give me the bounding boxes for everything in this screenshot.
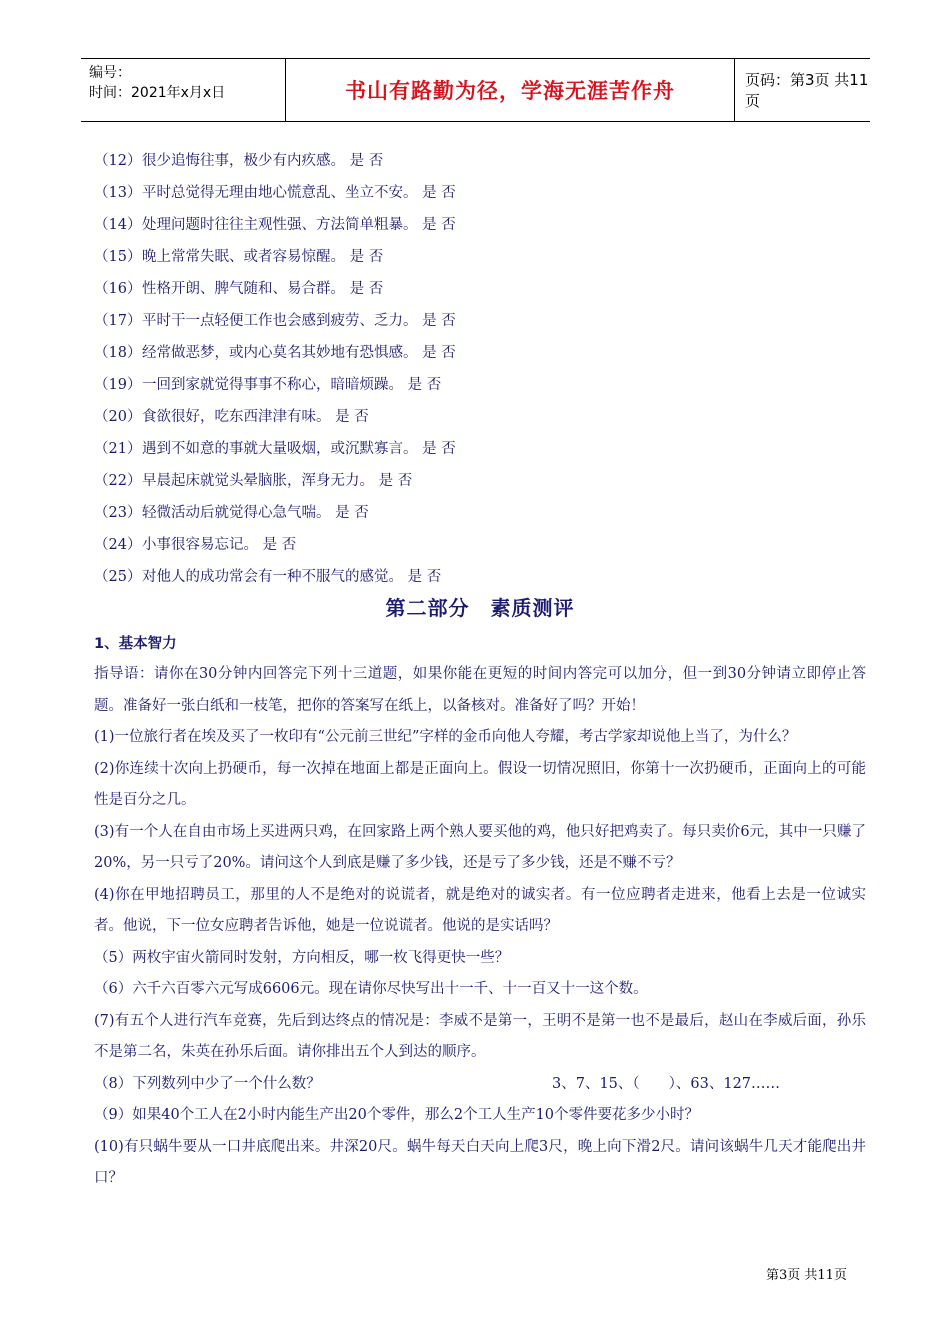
list-item bbox=[94, 433, 866, 465]
question-number: （25） bbox=[94, 569, 142, 585]
question-paragraph: （5）两枚宇宙火箭同时发射，方向相反，哪一枚飞得更快一些？ bbox=[94, 949, 510, 966]
question-text: 平时总觉得无理由地心慌意乱、坐立不安。 是 否 bbox=[142, 185, 456, 201]
question-number: （15） bbox=[94, 249, 142, 265]
question-paragraph: (4)你在甲地招聘员工，那里的人不是绝对的说谎者，就是绝对的诚实者。有一位应聘者走进来，他看上去是一位诚实者。他说，下一位女应聘者告诉他，她是一位说谎者。他说的是实话吗？ bbox=[94, 886, 866, 934]
question-number: （20） bbox=[94, 409, 142, 425]
header-page-info: 页码：第3页 共11页 bbox=[745, 71, 869, 110]
list-item bbox=[94, 145, 866, 177]
instructions-paragraph: 指导语：请你在30分钟内回答完下列十三道题，如果你能在更短的时间内答完可以加分，但一到30分钟请立即停止答题。准备好一张白纸和一枝笔，把你的答案写在纸上，以备核对。准备好了吗？开始！ bbox=[94, 666, 866, 714]
list-item bbox=[94, 209, 866, 241]
document-body bbox=[94, 145, 866, 1195]
question-text: 很少追悔往事，极少有内疚感。 是 否 bbox=[142, 153, 384, 169]
question-number: （22） bbox=[94, 473, 142, 489]
list-item bbox=[94, 305, 866, 337]
page-footer: 第3页 共11页 bbox=[766, 1268, 847, 1283]
question-text: （8）下列数列中少了一个什么数？ bbox=[94, 1075, 321, 1092]
question-number: （24） bbox=[94, 537, 142, 553]
question-text: 一回到家就觉得事事不称心，暗暗烦躁。 是 否 bbox=[142, 377, 442, 393]
list-item bbox=[94, 465, 866, 497]
list-item bbox=[94, 337, 866, 369]
question-text: 小事很容易忘记。 是 否 bbox=[142, 537, 297, 553]
list-item bbox=[94, 177, 866, 209]
list-item bbox=[94, 241, 866, 273]
question-number: （14） bbox=[94, 217, 142, 233]
list-item bbox=[94, 497, 866, 529]
question-list bbox=[94, 145, 866, 593]
question-paragraph: (3)有一个人在自由市场上买进两只鸡，在回家路上两个熟人要买他的鸡，他只好把鸡卖了。每只卖价6元，其中一只赚了20%，另一只亏了20%。请问这个人到底是赚了多少钱，还是亏了多少钱，还是不赚不亏？ bbox=[94, 823, 866, 871]
section-title: 第二部分 素质测评 bbox=[385, 596, 575, 620]
question-paragraph: (2)你连续十次向上扔硬币，每一次掉在地面上都是正面向上。假设一切情况照旧，你第十一次扔硬币，正面向上的可能性是百分之几。 bbox=[94, 760, 866, 808]
question-paragraph: (10)有只蜗牛要从一口井底爬出来。井深20尺。蜗牛每天白天向上爬3尺，晚上向下滑2尺。请问该蜗牛几天才能爬出井口？ bbox=[94, 1138, 866, 1186]
question-paragraph: （6）六千六百零六元写成6606元。现在请你尽快写出十一千、十一百又十一这个数。 bbox=[94, 981, 648, 997]
question-number: （23） bbox=[94, 505, 142, 521]
header-meta bbox=[81, 59, 285, 121]
question-number: （21） bbox=[94, 441, 142, 457]
number-sequence: 3、7、15、（ ）、63、127…… bbox=[552, 1075, 781, 1092]
question-text: 经常做恶梦，或内心莫名其妙地有恐惧感。 是 否 bbox=[142, 345, 456, 361]
list-item bbox=[94, 369, 866, 401]
document-time-label: 时间：2021年x月x日 bbox=[89, 85, 226, 101]
question-number: （16） bbox=[94, 281, 142, 297]
question-row-8 bbox=[94, 1069, 866, 1101]
header-motto: 书山有路勤为径，学海无涯苦作舟 bbox=[285, 59, 735, 121]
question-text: 处理问题时往往主观性强、方法简单粗暴。 是 否 bbox=[142, 217, 456, 233]
list-item bbox=[94, 561, 866, 593]
question-paragraph: （9）如果40个工人在2小时内能生产出20个零件，那么2个工人生产10个零件要花多少小时？ bbox=[94, 1107, 700, 1123]
question-text: 平时干一点轻便工作也会感到疲劳、乏力。 是 否 bbox=[142, 313, 456, 329]
question-text: 轻微活动后就觉得心急气喘。 是 否 bbox=[142, 505, 369, 521]
question-paragraph: (1)一位旅行者在埃及买了一枚印有“公元前三世纪”字样的金币向他人夸耀，考古学家却说他上当了，为什么？ bbox=[94, 729, 797, 745]
question-text: 遇到不如意的事就大量吸烟，或沉默寡言。 是 否 bbox=[142, 441, 456, 457]
question-text: 食欲很好，吃东西津津有味。 是 否 bbox=[142, 409, 369, 425]
question-number: （12） bbox=[94, 153, 142, 169]
subsection-title: 1、基本智力 bbox=[94, 636, 177, 652]
question-text: 晚上常常失眠、或者容易惊醒。 是 否 bbox=[142, 249, 384, 265]
page-header bbox=[81, 58, 870, 122]
list-item bbox=[94, 273, 866, 305]
question-number: （17） bbox=[94, 313, 142, 329]
question-number: （13） bbox=[94, 185, 142, 201]
list-item bbox=[94, 401, 866, 433]
question-number: （19） bbox=[94, 377, 142, 393]
question-paragraph: (7)有五个人进行汽车竞赛，先后到达终点的情况是：李威不是第一，王明不是第一也不是最后，赵山在李威后面，孙乐不是第二名，朱英在孙乐后面。请你排出五个人到达的顺序。 bbox=[94, 1012, 866, 1060]
question-text: 早晨起床就觉头晕脑胀，浑身无力。 是 否 bbox=[142, 473, 413, 489]
document-number-label: 编号： bbox=[89, 65, 131, 81]
question-text: 性格开朗、脾气随和、易合群。 是 否 bbox=[142, 281, 384, 297]
list-item bbox=[94, 529, 866, 561]
question-number: （18） bbox=[94, 345, 142, 361]
question-text: 对他人的成功常会有一种不服气的感觉。 是 否 bbox=[142, 569, 442, 585]
